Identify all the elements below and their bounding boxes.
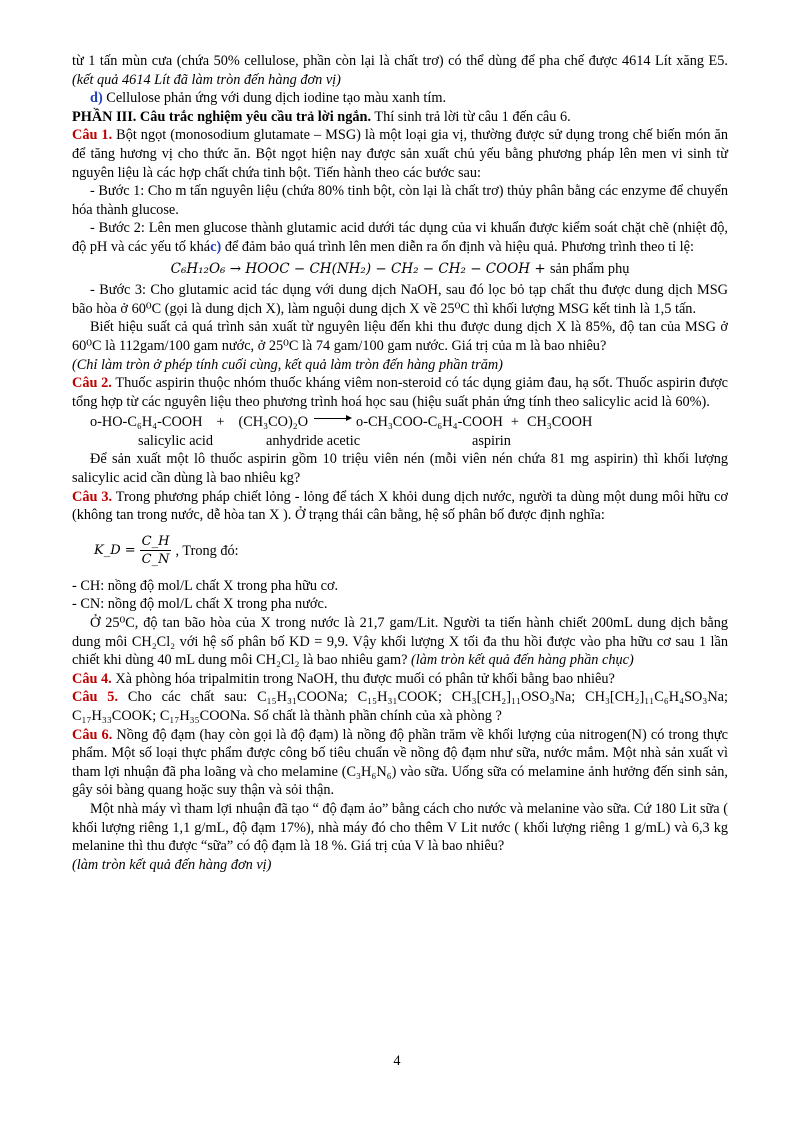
- q3-ch: - CH: nồng độ mol/L chất X trong pha hữu cơ.: [72, 577, 339, 594]
- q2-intro: Câu 2. Thuốc aspirin thuộc nhóm thuốc kháng viêm non-steroid có tác dụng giảm đau, hạ sốt. Thuốc aspirin được tổng hợp từ các nguyên liệu theo phương trình hoá học sau (hiệu suất phản ứng tính theo salicylic acid là 60%).: [72, 375, 728, 410]
- q2-label: Câu 2.: [72, 375, 112, 392]
- q1-para: Biết hiệu suất cả quá trình sản xuất từ nguyên liệu đến khi thu được dung dịch X là 85%, độ tan của MSG ở 60⁰C là 112gam/100 gam nước, ở 25⁰C là 74 gam/100 gam nước. Giá trị của m là bao nhiêu?: [72, 319, 728, 354]
- document-body: [72, 52, 728, 874]
- reaction-arrow-icon: [314, 418, 350, 419]
- q3-label: Câu 3.: [72, 488, 113, 505]
- part3-heading: PHẦN III. Câu trắc nghiệm yêu cầu trả lời ngắn. Thí sinh trả lời từ câu 1 đến câu 6.: [72, 108, 571, 125]
- q6-label: Câu 6.: [72, 726, 113, 743]
- q1-step1: - Bước 1: Cho m tấn nguyên liệu (chứa 80% tinh bột, còn lại là chất trơ) thủy phân bằng các enzyme để chuyển hóa thành glucose.: [72, 183, 728, 218]
- reaction-labels: salicylic acid anhydride acetic aspirin: [138, 432, 511, 449]
- q1-note: (Chỉ làm tròn ở phép tính cuối cùng, kết quả làm tròn đến hàng phần trăm): [72, 356, 503, 373]
- q3-para: Ở 25⁰C, độ tan bão hòa của X trong nước là 21,7 gam/Lit. Người ta tiến hành chiết 200mL dung dịch bằng dung môi CH₂Cl₂ với hệ số phân bố KD = 9,9. Vậy khối lượng X tối đa thu hồi được vào pha hữu cơ sau 1 lần chiết khi dùng 40 mL dung môi CH₂Cl₂ là bao nhiêu gam? (làm tròn kết quả đến hàng phần chục): [72, 615, 728, 669]
- q6-intro: Câu 6. Nồng độ đạm (hay còn gọi là độ đạm) là nồng độ phần trăm về khối lượng của nitrogen(N) có trong thực phẩm. Một số loại thực phẩm được công bố tiêu chuẩn về nồng độ đạm như sữa, nước mắm. Một nhà sản xuất vì tham lợi nhuận đã pha loãng và cho melamine (C₃H₆N₆) vào sữa. Uống sữa có melamine ảnh hưởng đến sinh sản, gây sỏi bàng quang hoặc suy thận và sỏi thận.: [72, 726, 729, 799]
- q6-para: Một nhà máy vì tham lợi nhuận đã tạo “ độ đạm ảo” bằng cách cho nước và melanine vào sữa. Cứ 180 Lit sữa ( khối lượng riêng 1,1 g/mL, độ đạm 17%), nhà máy đó cho thêm V Lit nước ( khối lượng riêng 1 g/mL) và 6,3 kg melanine thì thu được “sữa” có độ đạm là 18 %. Giá trị của V là bao nhiêu?: [72, 800, 728, 855]
- q2-para: Để sản xuất một lô thuốc aspirin gồm 10 triệu viên nén (mỗi viên nén chứa 81 mg aspirin) thì khối lượng salicylic acid cần dùng là bao nhiêu kg?: [72, 451, 728, 487]
- q1-intro: Câu 1. Bột ngọt (monosodium glutamate – MSG) là một loại gia vị, thường được sử dụng trong chế biến món ăn để tăng hương vị cho thức ăn. Bột ngọt hiện nay được sản xuất chủ yếu bằng phương pháp lên men vi sinh từ nguyên liệu là các hợp chất chứa tinh bột. Tiến hành theo các bước sau:: [72, 127, 728, 181]
- q6-note: (làm tròn kết quả đến hàng đơn vị): [72, 856, 272, 873]
- q4: Câu 4. Xà phòng hóa tripalmitin trong NaOH, thu được muối có phân tử khối bằng bao nhiêu?: [72, 670, 615, 687]
- q1-step3: - Bước 3: Cho glutamic acid tác dụng với dung dịch NaOH, sau đó lọc bỏ tạp chất thu được dung dịch MSG bão hòa ở 60⁰C (gọi là dung dịch X), làm nguội dung dịch X về 25⁰C thì khối lượng MSG kết tinh là 1,5 tấn.: [72, 282, 728, 317]
- q5-label: Câu 5.: [72, 689, 119, 706]
- q4-label: Câu 4.: [72, 670, 112, 687]
- aspirin-reaction: o-HO-C₆H₄-COOH + (CH₃CO)₂O o-CH₃COO-C₆H₄-COOH + CH₃COOH: [90, 414, 593, 431]
- glutamic-equation: C₆H₁₂O₆ → HOOC − CH(NH₂) − CH₂ − CH₂ − COOH + sản phẩm phụ: [170, 260, 630, 277]
- q3-cn: - CN: nồng độ mol/L chất X trong pha nước.: [72, 596, 328, 613]
- q5: Câu 5. Cho các chất sau: C₁₅H₃₁COONa; C₁₅H₃₁COOK; CH₃[CH₂]₁₁OSO₃Na; CH₃[CH₂]₁₁C₆H₄SO₃Na; C₁₇H₃₃COOK; C₁₇H₃₅COONa. Số chất là thành phần chính của xà phòng ?: [72, 689, 728, 724]
- intro-note: (kết quả 4614 Lít đã làm tròn đến hàng đơn vị): [72, 71, 341, 88]
- q1-label: Câu 1.: [72, 127, 113, 144]
- kd-formula: K_D = $\frac{C\_H}{C\_N}$ , Trong đó:: [94, 534, 239, 568]
- intro-line: từ 1 tấn mùn cưa (chứa 50% cellulose, phần còn lại là chất trơ) có thể dùng để pha chế được 4614 Lít xăng E5. (kết quả 4614 Lít đã làm tròn đến hàng đơn vị): [72, 53, 728, 88]
- page-number: 4: [393, 1053, 401, 1069]
- q3-intro: Câu 3. Trong phương pháp chiết lỏng - lỏng để tách X khỏi dung dịch nước, người ta dùng một dung môi hữu cơ (không tan trong nước, dễ hòa tan X ). Ở trạng thái cân bằng, hệ số phân bố được định nghĩa:: [72, 488, 728, 524]
- option-d: d) Cellulose phản ứng với dung dịch iodine tạo màu xanh tím.: [90, 90, 447, 107]
- q1-step2: - Bước 2: Lên men glucose thành glutamic acid dưới tác dụng của vi khuẩn được kiểm soát chặt chẽ (nhiệt độ, độ pH và các yếu tố khác) để đảm bảo quá trình lên men diễn ra ổn định và hiệu quả. Phương trình theo tỉ lệ:: [72, 220, 728, 255]
